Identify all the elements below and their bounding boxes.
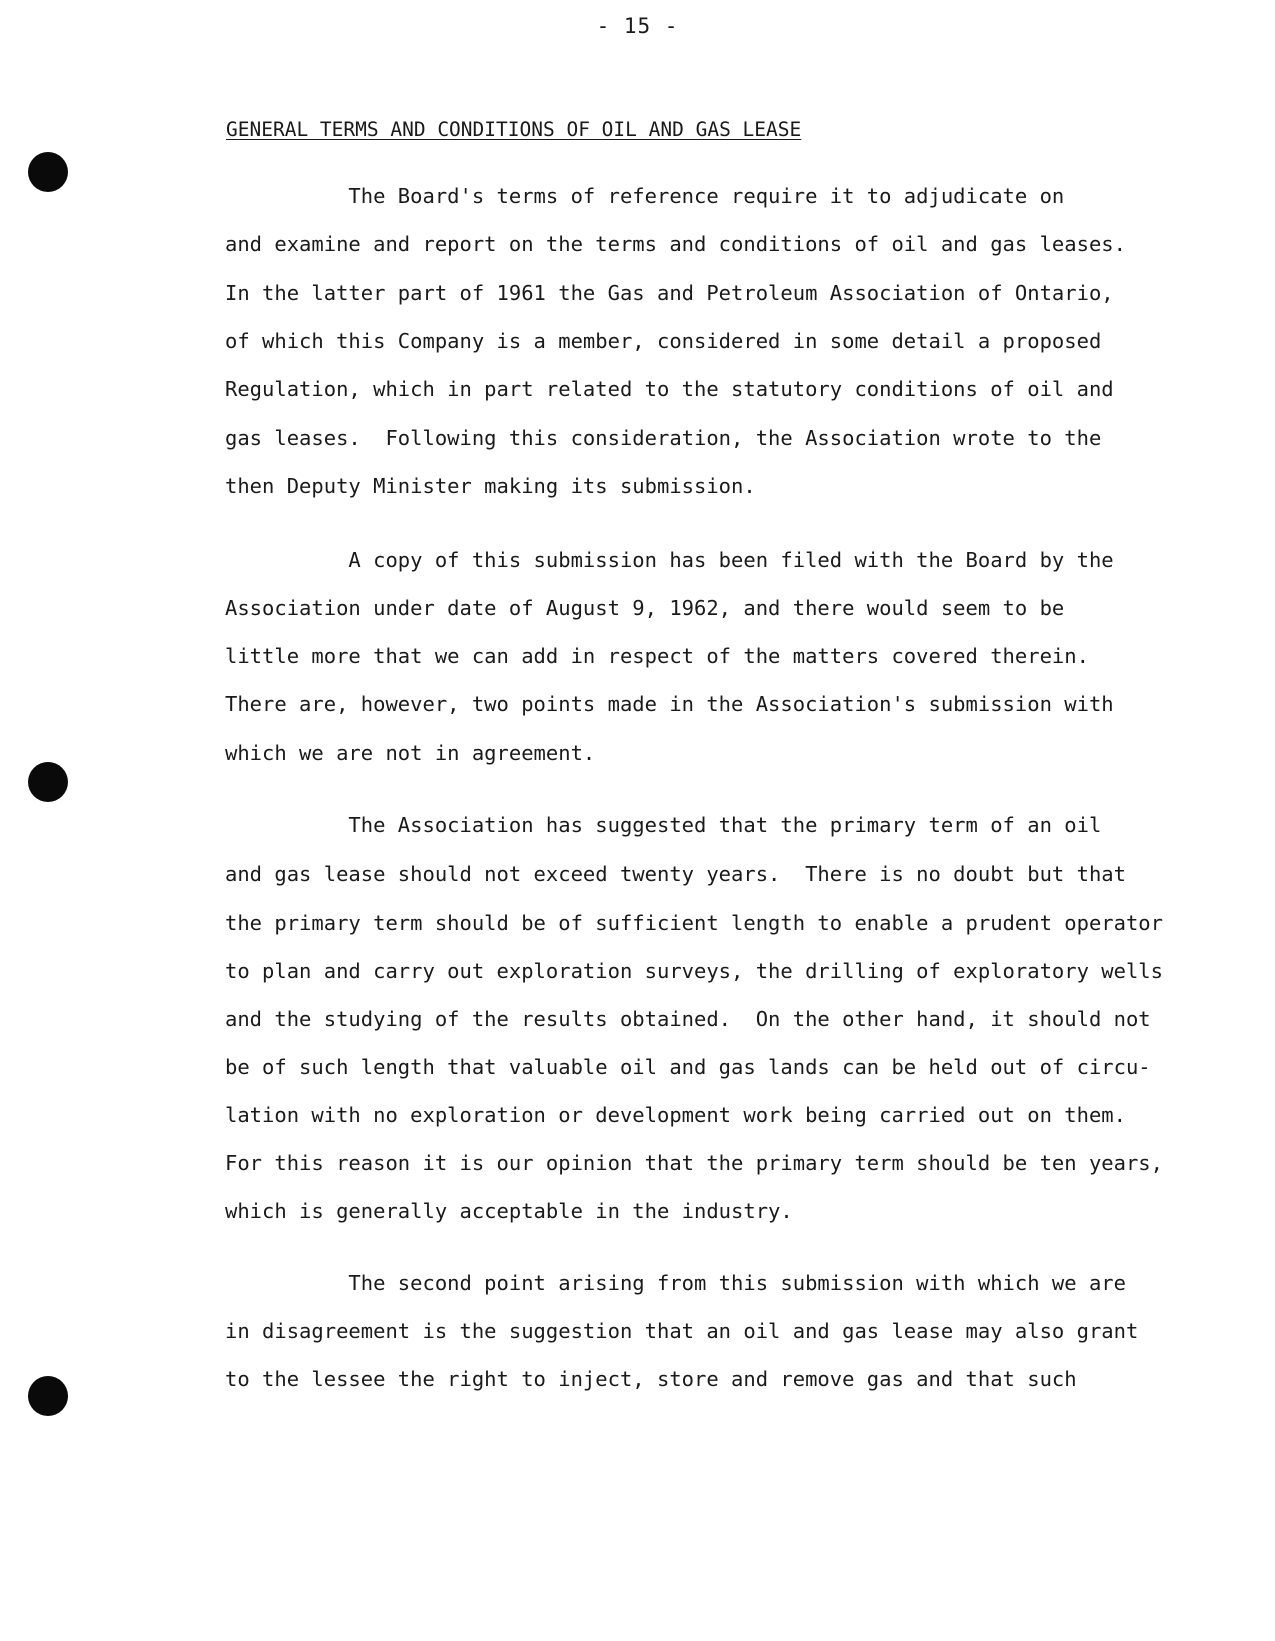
text-line: The Board's terms of reference require it to adjudicate on	[225, 184, 1065, 208]
text-line: the primary term should be of sufficient length to enable a prudent operator	[225, 911, 1163, 935]
text-line: For this reason it is our opinion that the primary term should be ten years,	[225, 1151, 1163, 1175]
text-line: gas leases. Following this consideration, the Association wrote to the	[225, 426, 1102, 450]
text-line: then Deputy Minister making its submission.	[225, 474, 756, 498]
text-line: and the studying of the results obtained. On the other hand, it should not	[225, 1007, 1151, 1031]
text-line: The second point arising from this submission with which we are	[225, 1271, 1126, 1295]
text-line: of which this Company is a member, considered in some detail a proposed	[225, 329, 1102, 353]
punch-hole-bottom	[28, 1376, 68, 1416]
text-line: which is generally acceptable in the industry.	[225, 1199, 793, 1223]
text-line: in disagreement is the suggestion that an oil and gas lease may also grant	[225, 1319, 1139, 1343]
text-line: which we are not in agreement.	[225, 741, 596, 765]
text-line: In the latter part of 1961 the Gas and Petroleum Association of Ontario,	[225, 281, 1114, 305]
text-line: A copy of this submission has been filed with the Board by the	[225, 548, 1114, 572]
text-line: There are, however, two points made in the Association's submission with	[225, 692, 1114, 716]
text-line: little more that we can add in respect of the matters covered therein.	[225, 644, 1089, 668]
text-line: Association under date of August 9, 1962, and there would seem to be	[225, 596, 1065, 620]
punch-hole-top	[28, 152, 68, 192]
punch-hole-middle	[28, 762, 68, 802]
text-line: Regulation, which in part related to the statutory conditions of oil and	[225, 377, 1114, 401]
text-line: to the lessee the right to inject, store and remove gas and that such	[225, 1367, 1077, 1391]
text-line: to plan and carry out exploration surveys, the drilling of exploratory wells	[225, 959, 1163, 983]
text-line: and gas lease should not exceed twenty years. There is no doubt but that	[225, 862, 1126, 886]
text-line: The Association has suggested that the primary term of an oil	[225, 813, 1102, 837]
section-heading: GENERAL TERMS AND CONDITIONS OF OIL AND GAS LEASE	[226, 118, 802, 141]
text-line: lation with no exploration or development work being carried out on them.	[225, 1103, 1126, 1127]
text-line: be of such length that valuable oil and gas lands can be held out of circu-	[225, 1055, 1151, 1079]
text-line: and examine and report on the terms and conditions of oil and gas leases.	[225, 232, 1126, 256]
page-number: - 15 -	[596, 14, 679, 38]
